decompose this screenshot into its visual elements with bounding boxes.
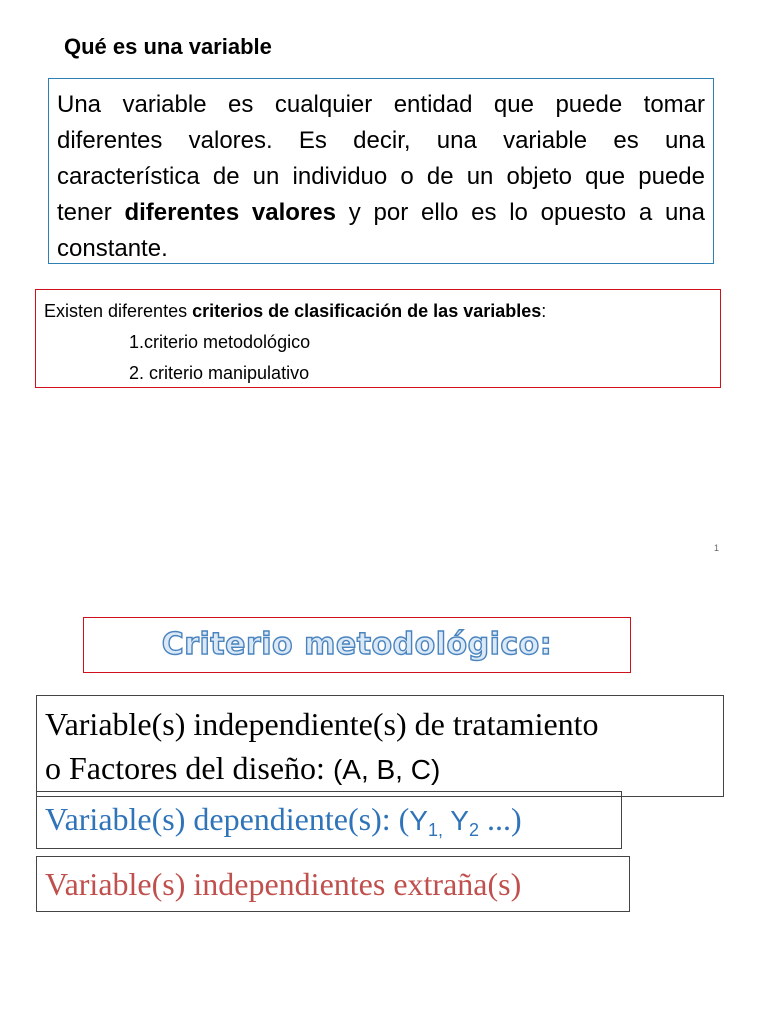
y1-subscript: 1, [427, 820, 443, 840]
y1-symbol: Y [409, 805, 428, 836]
methodological-heading: Criterio metodológico: [161, 627, 553, 662]
independent-line-2-text: o Factores del diseño: [45, 750, 333, 786]
y2-symbol: Y [442, 805, 469, 836]
criteria-item: 2. criterio manipulativo [129, 363, 310, 383]
page-title: Qué es una variable [64, 34, 272, 59]
extraneous-variables-box [36, 856, 630, 912]
independent-line-1: Variable(s) independiente(s) de tratamiento [45, 706, 599, 742]
criteria-intro-text: Existen diferentes [44, 301, 193, 321]
independent-line-2 [45, 746, 715, 792]
criteria-item: 1.criterio metodológico [129, 332, 311, 352]
dependent-variables-box [36, 791, 622, 849]
dependent-suffix: ...) [478, 801, 522, 837]
criteria-intro-end: : [541, 301, 547, 321]
factors-list: (A, B, C) [332, 754, 441, 785]
criteria-intro [44, 296, 712, 327]
extraneous-text: Variable(s) independientes extraña(s) [45, 866, 522, 902]
criteria-box [35, 289, 721, 388]
criteria-intro-bold: criterios de clasificación de las variables [192, 301, 542, 321]
dependent-text: Variable(s) dependiente(s): ( [45, 801, 410, 837]
definition-bold: diferentes valores [124, 199, 336, 226]
definition-box [48, 78, 714, 264]
definition-text-1: Una variable es cualquier entidad que puede tomar diferentes valores. Es decir, una variable es una característica de un individuo o de un objeto que puede tener [57, 91, 705, 226]
page-number: 1 [714, 543, 720, 553]
methodological-heading-box [83, 617, 631, 673]
independent-variables-box [36, 695, 724, 797]
y2-subscript: 2 [468, 820, 479, 840]
definition-text-2: y por ello es lo opuesto a una constante. [57, 199, 705, 262]
